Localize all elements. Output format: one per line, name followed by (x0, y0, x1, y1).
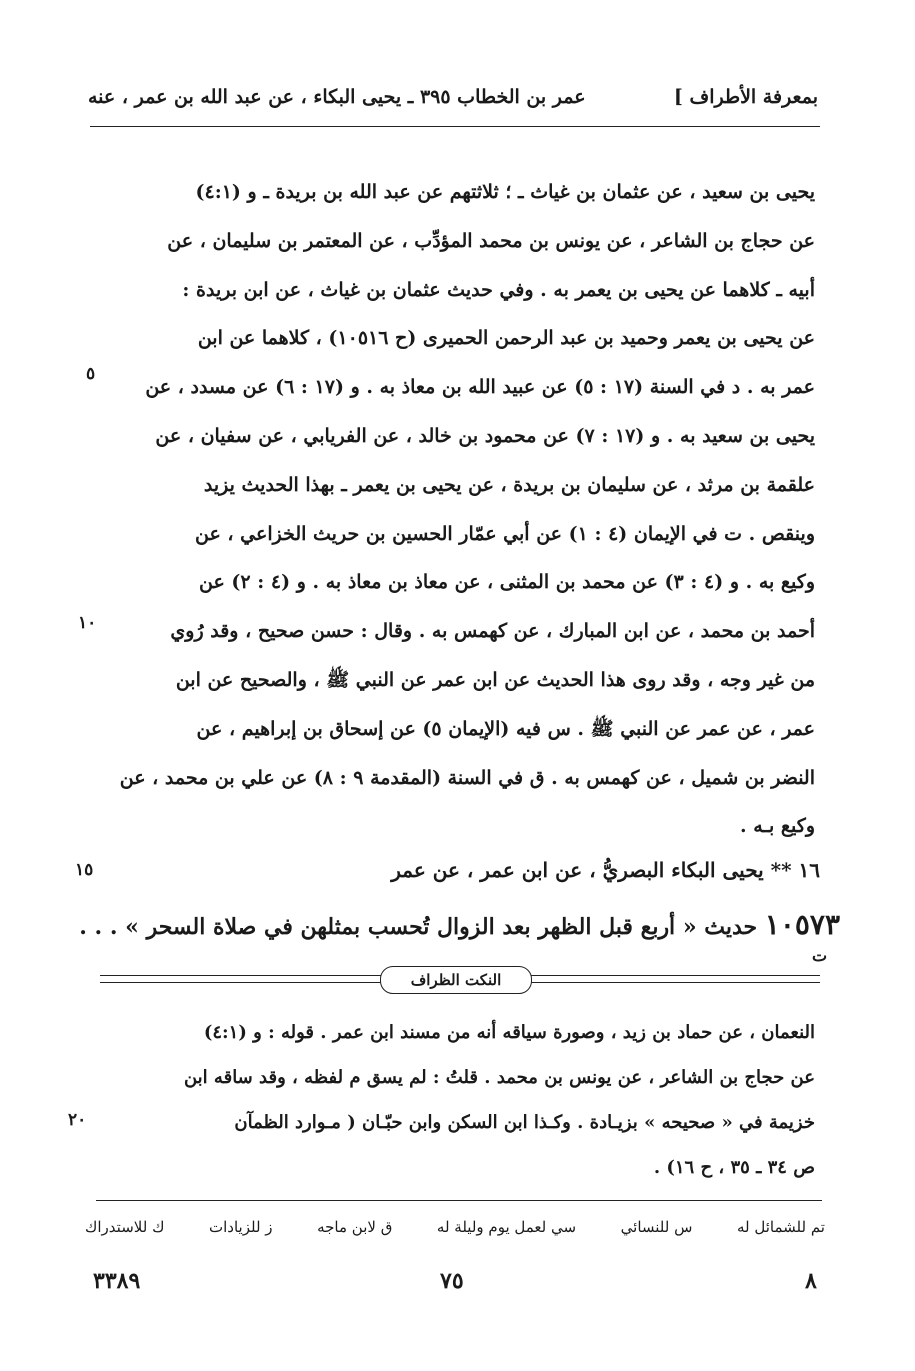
text-line: عن حجاج بن الشاعر ، عن يونس بن محمد المؤدِّب ، عن المعتمر بن سليمان ، عن (167, 229, 815, 252)
line-number: ٥ (86, 364, 96, 384)
hadith-text: حديث « أربع قبل الظهر بعد الزوال تُحسب بمثلهن في صلاة السحر » . . . (79, 914, 758, 940)
note-line: خزيمة في « صحيحه » بزيـادة . وكـذا ابن السكن وابن حبّـان ( مـوارد الظمآن (234, 1112, 815, 1133)
legend-item: سي لعمل يوم وليلة له (436, 1218, 577, 1236)
main-text (100, 168, 815, 851)
entry-heading: ١٦ ** يحيى البكاء البصريُّ ، عن ابن عمر ، عن عمر (391, 858, 820, 882)
notes-text (95, 1010, 815, 1190)
volume-page-number: ٣٣٨٩ (93, 1268, 141, 1294)
section-divider-title: النكت الظراف (380, 966, 532, 994)
text-line: النضر بن شميل ، عن كهمس به . ق في السنة (المقدمة ٩ : ٨) عن علي بن محمد ، عن (119, 766, 815, 789)
legend-item: ك للاستدراك (85, 1218, 165, 1236)
hadith-mark: ت (812, 946, 828, 965)
text-line: يحيى بن سعيد به . و (١٧ : ٧) عن محمود بن خالد ، عن الفريابي ، عن سفيان ، عن (155, 424, 815, 447)
legend-item: ز للزيادات (209, 1218, 273, 1236)
text-line: أحمد بن محمد ، عن ابن المبارك ، عن كهمس به . وقال : حسن صحيح ، وقد رُوي (170, 620, 815, 643)
hadith-number: ١٠٥٧٣ (764, 908, 840, 941)
text-line: علقمة بن مرثد ، عن سليمان بن بريدة ، عن يحيى بن يعمر ـ بهذا الحديث يزيد (203, 473, 815, 496)
line-number: ١٥ (75, 860, 94, 880)
text-line: يحيى بن سعيد ، عن عثمان بن غياث ـ ؛ ثلاثتهم عن عبد الله بن بريدة ـ و (٤:١) (195, 181, 815, 203)
text-line: عمر به . د في السنة (١٧ : ٥) عن عبيد الله بن معاذ به . و (١٧ : ٦) عن مسدد ، عن (145, 376, 815, 399)
page-number: ٧٥ (440, 1268, 464, 1294)
legend-item: تم للشمائل له (736, 1218, 825, 1236)
line-number: ٢٠ (68, 1110, 87, 1130)
hadith-line (80, 908, 840, 941)
text-line: من غير وجه ، وقد روى هذا الحديث عن ابن عمر عن النبي ﷺ ، والصحيح عن ابن (175, 668, 815, 691)
volume-number: ٨ (805, 1268, 817, 1294)
footer-rule (96, 1200, 822, 1201)
text-line: وكيع بـه . (740, 815, 815, 838)
note-line: النعمان ، عن حماد بن زيد ، وصورة سياقه أنه من مسند ابن عمر . قوله : و (٤:١) (203, 1022, 815, 1043)
text-line: وينقص . ت في الإيمان (٤ : ١) عن أبي عمّار الحسين بن حريث الخزاعي ، عن (194, 522, 815, 545)
running-header (88, 86, 818, 120)
text-line: وكيع به . و (٤ : ٣) عن محمد بن المثنى ، عن معاذ بن معاذ به . و (٤ : ٢) عن (199, 571, 815, 594)
footer-legend (85, 1218, 825, 1236)
note-line: عن حجاج بن الشاعر ، عن يونس بن محمد . قلتُ : لم يسق م لفظه ، وقد ساقه ابن (183, 1067, 815, 1088)
note-line: ص ٣٤ ـ ٣٥ ، ح ١٦) . (653, 1157, 815, 1178)
header-rule (90, 126, 820, 127)
header-book-title: بمعرفة الأطراف ] (673, 86, 818, 108)
text-line: عن يحيى بن يعمر وحميد بن عبد الرحمن الحميرى (ح ١٠٥١٦) ، كلاهما عن ابن (197, 327, 815, 350)
text-line: أبيه ـ كلاهما عن يحيى بن يعمر به . وفي حديث عثمان بن غياث ، عن ابن بريدة : (182, 278, 815, 301)
legend-item: ق لابن ماجه (317, 1218, 393, 1236)
header-chapter-title: عمر بن الخطاب ٣٩٥ ـ يحيى البكاء ، عن عبد الله بن عمر ، عنه (88, 86, 586, 108)
legend-item: س للنسائي (620, 1218, 693, 1236)
line-number: ١٠ (78, 613, 97, 633)
text-line: عمر ، عن عمر عن النبي ﷺ . س فيه (الإيمان ٥) عن إسحاق بن إبراهيم ، عن (196, 717, 815, 740)
